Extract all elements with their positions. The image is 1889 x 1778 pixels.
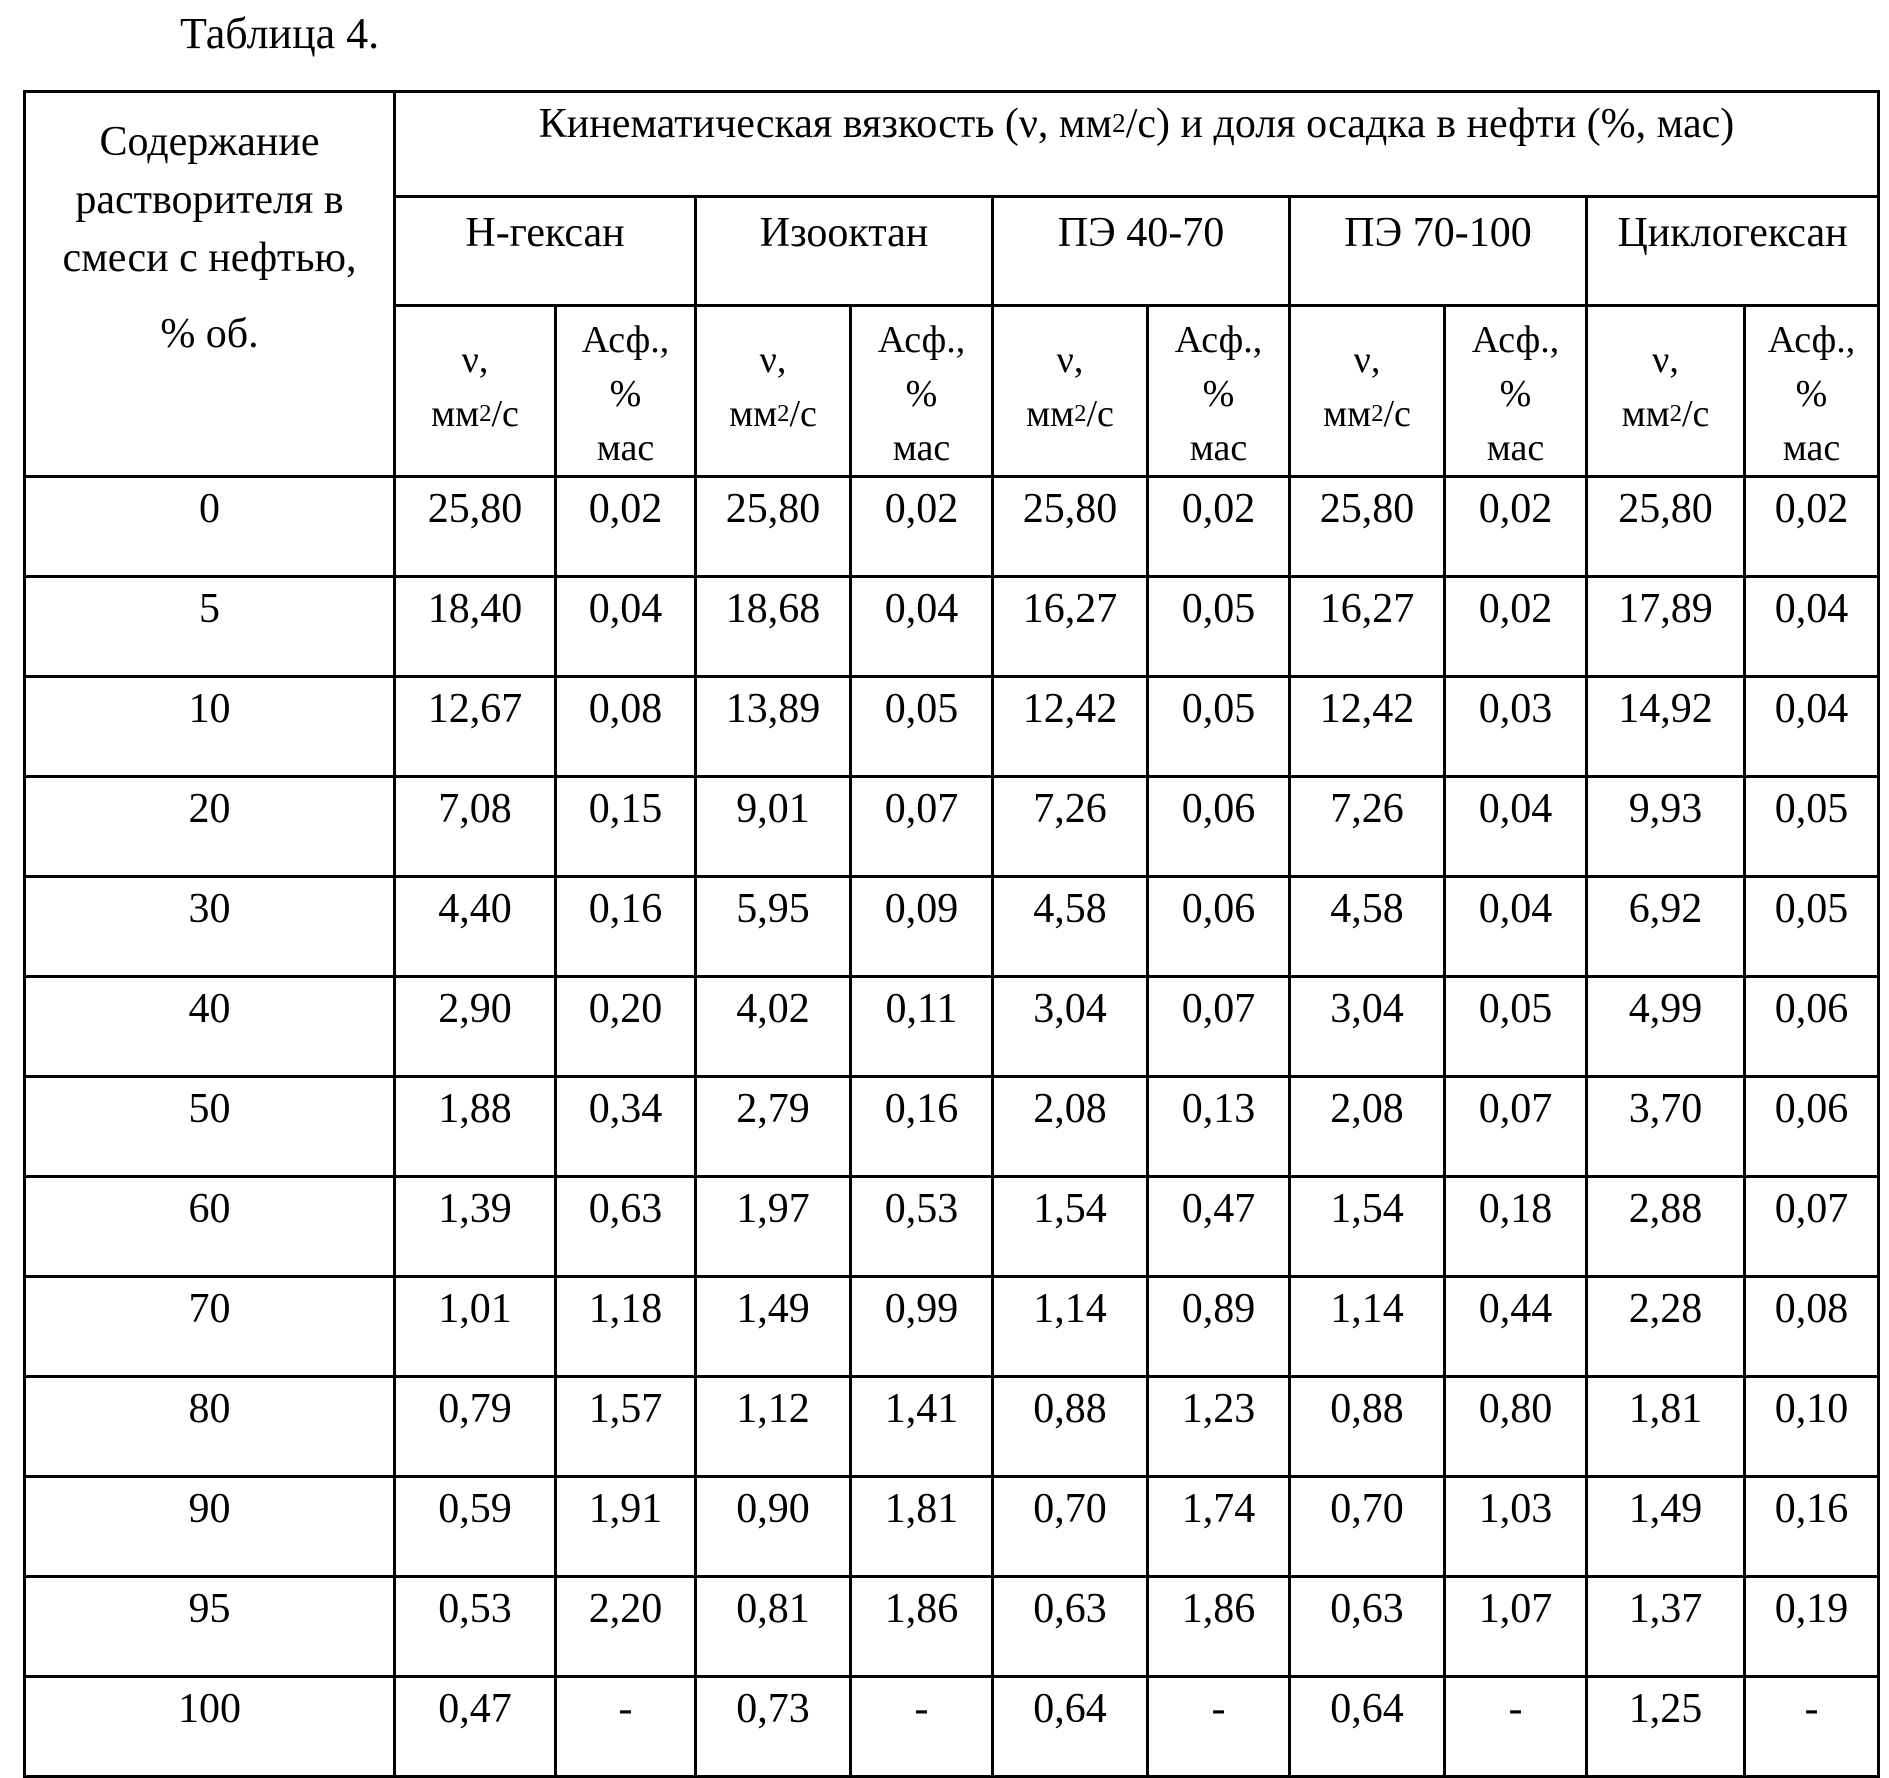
asphaltene-cell: 0,06 [1148,877,1290,977]
viscosity-cell: 1,01 [395,1277,556,1377]
viscosity-cell: 4,02 [696,977,851,1077]
content-cell: 10 [25,677,395,777]
asphaltene-cell: 0,80 [1445,1377,1587,1477]
viscosity-cell: 0,81 [696,1577,851,1677]
viscosity-cell: 13,89 [696,677,851,777]
viscosity-cell: 0,73 [696,1677,851,1777]
asphaltene-cell: 0,89 [1148,1277,1290,1377]
solvent-header: ПЭ 40-70 [993,197,1290,306]
data-table [23,90,1880,1778]
main-header: Кинематическая вязкость (ν, $мм^2/с$) и доля осадка в нефти (%, мас) [395,92,1879,197]
solvent-header: Циклогексан [1587,197,1879,306]
viscosity-cell: 0,63 [993,1577,1148,1677]
viscosity-cell: 4,99 [1587,977,1745,1077]
asphaltene-cell: 0,04 [1445,877,1587,977]
subheader-line: $мм^2/с$ [1026,393,1114,435]
subheader-line: мас [596,427,655,469]
table-row [25,977,1879,1077]
subheader-line: % [1202,373,1235,415]
viscosity-cell: 3,04 [993,977,1148,1077]
asphaltene-subheader [1148,306,1290,477]
viscosity-cell: 7,26 [1290,777,1445,877]
asphaltene-cell: 0,02 [1745,477,1879,577]
asphaltene-cell: 1,57 [556,1377,696,1477]
asphaltene-cell: - [1745,1677,1879,1777]
subheader-line: ν, [461,339,489,381]
viscosity-cell: 4,58 [1290,877,1445,977]
asphaltene-cell: 0,47 [1148,1177,1290,1277]
viscosity-cell: 2,79 [696,1077,851,1177]
asphaltene-cell: 0,99 [851,1277,993,1377]
viscosity-cell: 9,01 [696,777,851,877]
asphaltene-cell: 0,05 [1148,677,1290,777]
viscosity-cell: 1,97 [696,1177,851,1277]
viscosity-cell: 1,39 [395,1177,556,1277]
viscosity-cell: 1,14 [993,1277,1148,1377]
asphaltene-cell: 0,02 [556,477,696,577]
viscosity-cell: 7,26 [993,777,1148,877]
asphaltene-cell: 0,04 [1745,677,1879,777]
subheader-line: Асф., [877,319,966,361]
viscosity-cell: 0,88 [1290,1377,1445,1477]
content-cell: 40 [25,977,395,1077]
viscosity-cell: 6,92 [1587,877,1745,977]
asphaltene-cell: 0,05 [1148,577,1290,677]
asphaltene-cell: 0,05 [1445,977,1587,1077]
table-row [25,677,1879,777]
subheader-line: Асф., [1767,319,1856,361]
asphaltene-cell: 0,06 [1745,1077,1879,1177]
asphaltene-cell: 0,06 [1148,777,1290,877]
asphaltene-cell: 0,16 [851,1077,993,1177]
subheader-line: Асф., [1174,319,1263,361]
asphaltene-cell: 0,04 [556,577,696,677]
asphaltene-subheader [1445,306,1587,477]
viscosity-cell: 18,40 [395,577,556,677]
content-cell: 80 [25,1377,395,1477]
asphaltene-cell: 0,07 [1445,1077,1587,1177]
asphaltene-subheader [556,306,696,477]
asphaltene-cell: 0,04 [851,577,993,677]
subheader-line: мас [1189,427,1248,469]
viscosity-cell: 0,47 [395,1677,556,1777]
viscosity-cell: 12,67 [395,677,556,777]
asphaltene-cell: 0,08 [556,677,696,777]
content-cell: 20 [25,777,395,877]
asphaltene-cell: 0,16 [556,877,696,977]
asphaltene-cell: 1,07 [1445,1577,1587,1677]
asphaltene-cell: 0,05 [1745,777,1879,877]
viscosity-cell: 12,42 [993,677,1148,777]
asphaltene-cell: 1,86 [1148,1577,1290,1677]
subheader-line: ν, [1353,339,1381,381]
asphaltene-cell: 0,63 [556,1177,696,1277]
table-header [25,92,1879,477]
subheader-line: мас [1782,427,1841,469]
viscosity-cell: 2,08 [993,1077,1148,1177]
table-row [25,1277,1879,1377]
content-cell: 100 [25,1677,395,1777]
asphaltene-cell: - [851,1677,993,1777]
asphaltene-cell: 1,74 [1148,1477,1290,1577]
solvent-header: Изооктан [696,197,993,306]
subheader-line: % [905,373,938,415]
viscosity-cell: 2,28 [1587,1277,1745,1377]
subheader-line: мас [1486,427,1545,469]
viscosity-subheader [1290,306,1445,477]
table-row [25,777,1879,877]
content-column-header [25,92,395,477]
viscosity-cell: 25,80 [696,477,851,577]
viscosity-cell: 1,12 [696,1377,851,1477]
viscosity-cell: 4,58 [993,877,1148,977]
viscosity-cell: 25,80 [395,477,556,577]
viscosity-cell: 17,89 [1587,577,1745,677]
content-cell: 0 [25,477,395,577]
viscosity-cell: 14,92 [1587,677,1745,777]
viscosity-cell: 1,88 [395,1077,556,1177]
viscosity-cell: 25,80 [1587,477,1745,577]
viscosity-cell: 0,64 [1290,1677,1445,1777]
subheader-line: $мм^2/с$ [431,393,519,435]
table-row [25,1077,1879,1177]
table-caption: Таблица 4. [180,9,380,58]
asphaltene-cell: 0,06 [1745,977,1879,1077]
subheader-line: $мм^2/с$ [729,393,817,435]
solvent-header: Н-гексан [395,197,696,306]
asphaltene-cell: 0,04 [1445,777,1587,877]
viscosity-cell: 12,42 [1290,677,1445,777]
viscosity-cell: 4,40 [395,877,556,977]
viscosity-subheader [993,306,1148,477]
subheader-line: % [1499,373,1532,415]
asphaltene-cell: - [1445,1677,1587,1777]
subheader-line: $мм^2/с$ [1323,393,1411,435]
table-row [25,1577,1879,1677]
viscosity-cell: 1,49 [1587,1477,1745,1577]
viscosity-cell: 25,80 [1290,477,1445,577]
asphaltene-cell: 0,04 [1745,577,1879,677]
asphaltene-cell: 0,15 [556,777,696,877]
viscosity-cell: 1,81 [1587,1377,1745,1477]
asphaltene-cell: 1,41 [851,1377,993,1477]
asphaltene-cell: 0,02 [1148,477,1290,577]
content-header-line: % об. [160,311,259,357]
viscosity-subheader [696,306,851,477]
asphaltene-cell: 0,05 [851,677,993,777]
viscosity-cell: 3,04 [1290,977,1445,1077]
viscosity-cell: 3,70 [1587,1077,1745,1177]
viscosity-cell: 2,08 [1290,1077,1445,1177]
asphaltene-cell: 0,02 [851,477,993,577]
subheader-line: $мм^2/с$ [1621,393,1710,435]
content-cell: 30 [25,877,395,977]
content-cell: 70 [25,1277,395,1377]
viscosity-cell: 0,63 [1290,1577,1445,1677]
subheader-line: Асф., [1471,319,1560,361]
viscosity-cell: 25,80 [993,477,1148,577]
table-row [25,577,1879,677]
asphaltene-cell: 0,11 [851,977,993,1077]
viscosity-cell: 0,88 [993,1377,1148,1477]
subheader-line: ν, [759,339,787,381]
content-cell: 95 [25,1577,395,1677]
asphaltene-cell: 0,03 [1445,677,1587,777]
viscosity-cell: 2,88 [1587,1177,1745,1277]
viscosity-cell: 0,90 [696,1477,851,1577]
content-cell: 50 [25,1077,395,1177]
content-header-line: Содержание [99,119,320,165]
viscosity-cell: 0,59 [395,1477,556,1577]
viscosity-cell: 16,27 [993,577,1148,677]
viscosity-cell: 1,14 [1290,1277,1445,1377]
content-header-line: смеси с нефтью, [62,235,357,281]
table-row [25,1677,1879,1777]
table-body [25,477,1879,1777]
asphaltene-cell: 0,44 [1445,1277,1587,1377]
asphaltene-cell: 0,02 [1445,577,1587,677]
viscosity-cell: 1,54 [993,1177,1148,1277]
asphaltene-cell: - [556,1677,696,1777]
table-row [25,1477,1879,1577]
viscosity-cell: 7,08 [395,777,556,877]
solvent-header: ПЭ 70-100 [1290,197,1587,306]
content-cell: 5 [25,577,395,677]
asphaltene-cell: 1,91 [556,1477,696,1577]
asphaltene-cell: 0,02 [1445,477,1587,577]
subheader-line: Асф., [581,319,670,361]
asphaltene-cell: 0,10 [1745,1377,1879,1477]
asphaltene-cell: 2,20 [556,1577,696,1677]
asphaltene-cell: 1,18 [556,1277,696,1377]
viscosity-cell: 0,70 [993,1477,1148,1577]
asphaltene-cell: 0,05 [1745,877,1879,977]
viscosity-cell: 0,53 [395,1577,556,1677]
viscosity-cell: 2,90 [395,977,556,1077]
viscosity-cell: 1,54 [1290,1177,1445,1277]
asphaltene-cell: 0,13 [1148,1077,1290,1177]
asphaltene-cell: 1,81 [851,1477,993,1577]
subheader-line: мас [892,427,951,469]
viscosity-cell: 16,27 [1290,577,1445,677]
viscosity-cell: 0,64 [993,1677,1148,1777]
subheader-line: % [609,373,642,415]
asphaltene-cell: 0,09 [851,877,993,977]
viscosity-cell: 0,79 [395,1377,556,1477]
viscosity-cell: 1,25 [1587,1677,1745,1777]
asphaltene-cell: 0,20 [556,977,696,1077]
asphaltene-cell: 1,86 [851,1577,993,1677]
table-row [25,877,1879,977]
subheader-line: % [1795,373,1828,415]
table-row [25,1377,1879,1477]
asphaltene-cell: 1,03 [1445,1477,1587,1577]
asphaltene-cell: 0,53 [851,1177,993,1277]
content-header-line: растворителя в [75,177,344,223]
viscosity-cell: 18,68 [696,577,851,677]
content-cell: 60 [25,1177,395,1277]
subheader-line: ν, [1652,339,1679,381]
asphaltene-cell: 0,19 [1745,1577,1879,1677]
asphaltene-cell: 0,34 [556,1077,696,1177]
asphaltene-cell: 1,23 [1148,1377,1290,1477]
viscosity-cell: 9,93 [1587,777,1745,877]
asphaltene-subheader [1745,306,1879,477]
content-cell: 90 [25,1477,395,1577]
subheader-line: ν, [1056,339,1084,381]
asphaltene-cell: 0,18 [1445,1177,1587,1277]
viscosity-cell: 5,95 [696,877,851,977]
table-row [25,1177,1879,1277]
viscosity-subheader [1587,306,1745,477]
viscosity-cell: 0,70 [1290,1477,1445,1577]
asphaltene-cell: 0,07 [1745,1177,1879,1277]
asphaltene-cell: 0,08 [1745,1277,1879,1377]
viscosity-subheader [395,306,556,477]
table-row [25,477,1879,577]
asphaltene-cell: - [1148,1677,1290,1777]
viscosity-cell: 1,49 [696,1277,851,1377]
viscosity-cell: 1,37 [1587,1577,1745,1677]
asphaltene-cell: 0,07 [1148,977,1290,1077]
asphaltene-subheader [851,306,993,477]
asphaltene-cell: 0,16 [1745,1477,1879,1577]
asphaltene-cell: 0,07 [851,777,993,877]
